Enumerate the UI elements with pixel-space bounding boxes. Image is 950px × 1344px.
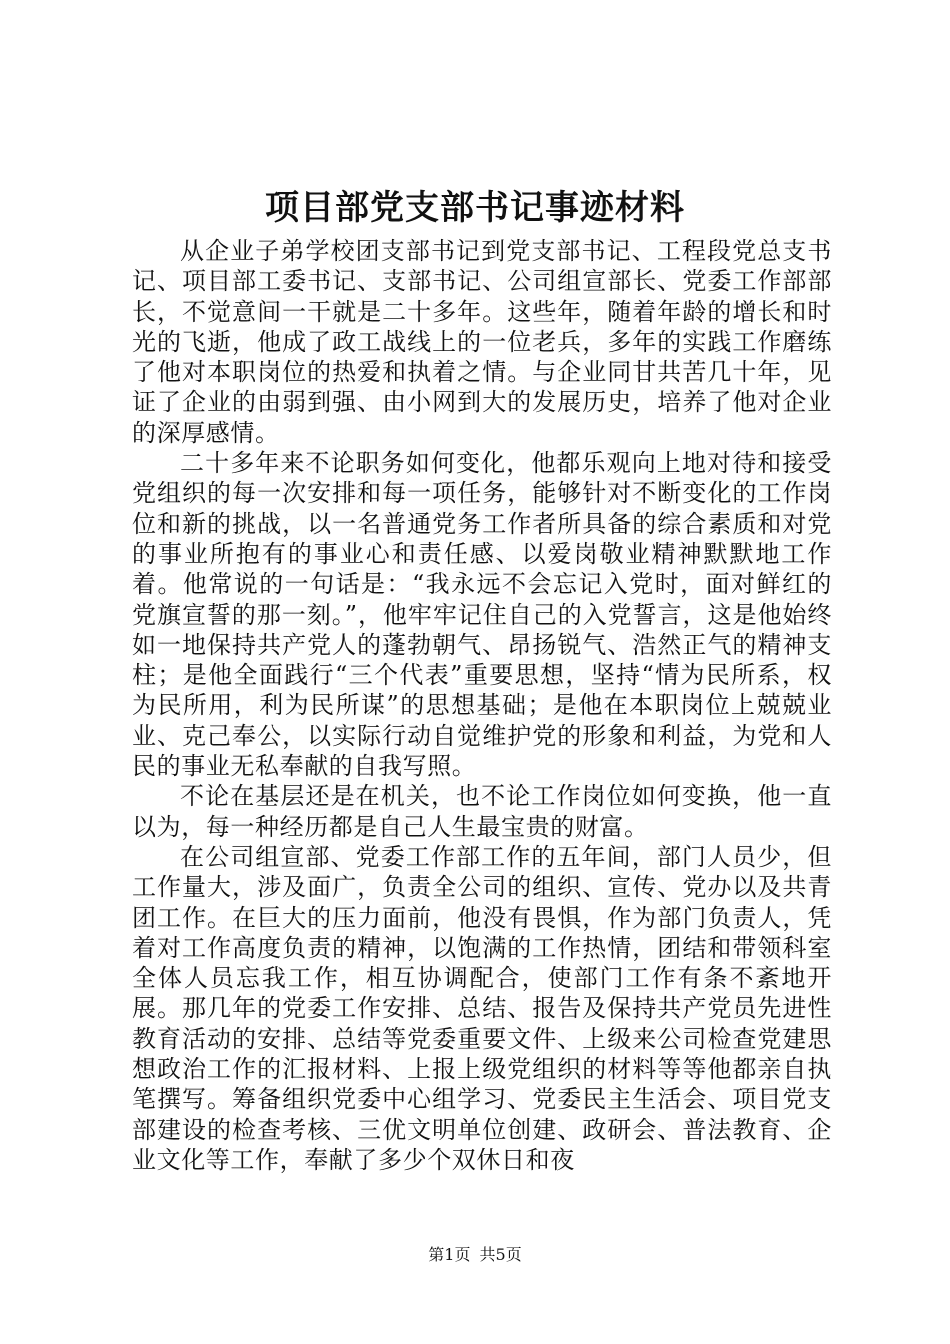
- paragraph: 在公司组宣部、党委工作部工作的五年间，部门人员少，但工作量大，涉及面广，负责全公司的组织、宣传、党办以及共青团工作。在巨大的压力面前，他没有畏惧，作为部门负责人，凭着对工作高度负责的精神，以饱满的工作热情，团结和带领科室全体人员忘我工作，相互协调配合，使部门工作有条不紊地开展。那几年的党委工作安排、总结、报告及保持共产党员先进性教育活动的安排、总结等党委重要文件、上级来公司检查党建思想政治工作的汇报材料、上报上级党组织的材料等等他都亲自执笔撰写。筹备组织党委中心组学习、党委民主生活会、项目党支部建设的检查考核、三优文明单位创建、政研会、普法教育、企业文化等工作，奉献了多少个双休日和夜: [132, 842, 832, 1174]
- paragraph: 从企业子弟学校团支部书记到党支部书记、工程段党总支书记、项目部工委书记、支部书记、公司组宣部长、党委工作部部长，不觉意间一干就是二十多年。这些年，随着年龄的增长和时光的飞逝，他成了政工战线上的一位老兵，多年的实践工作磨练了他对本职岗位的热爱和执着之情。与企业同甘共苦几十年，见证了企业的由弱到强、由小网到大的发展历史，培养了他对企业的深厚感情。: [132, 237, 832, 447]
- page-total: 共5页: [479, 1245, 522, 1264]
- paragraph: 二十多年来不论职务如何变化，他都乐观向上地对待和接受党组织的每一次安排和每一项任务，能够针对不断变化的工作岗位和新的挑战，以一名普通党务工作者所具备的综合素质和对党的事业所抱有的事业心和责任感、以爱岗敬业精神默默地工作着。他常说的一句话是：“我永远不会忘记入党时，面对鲜红的党旗宣誓的那一刻。”，他牢牢记住自己的入党誓言，这是他始终如一地保持共产党人的蓬勃朝气、昂扬锐气、浩然正气的精神支柱；是他全面践行“三个代表”重要思想，坚持“情为民所系，权为民所用，利为民所谋”的思想基础；是他在本职岗位上兢兢业业、克己奉公，以实际行动自觉维护党的形象和利益，为党和人民的事业无私奉献的自我写照。: [132, 449, 832, 781]
- page-number: 第1页: [428, 1245, 471, 1264]
- document-body: [132, 236, 832, 1175]
- document-title: 项目部党支部书记事迹材料: [265, 188, 685, 228]
- page-footer: [0, 1243, 950, 1267]
- paragraph: 不论在基层还是在机关，也不论工作岗位如何变换，他一直以为，每一种经历都是自己人生最宝贵的财富。: [132, 782, 832, 841]
